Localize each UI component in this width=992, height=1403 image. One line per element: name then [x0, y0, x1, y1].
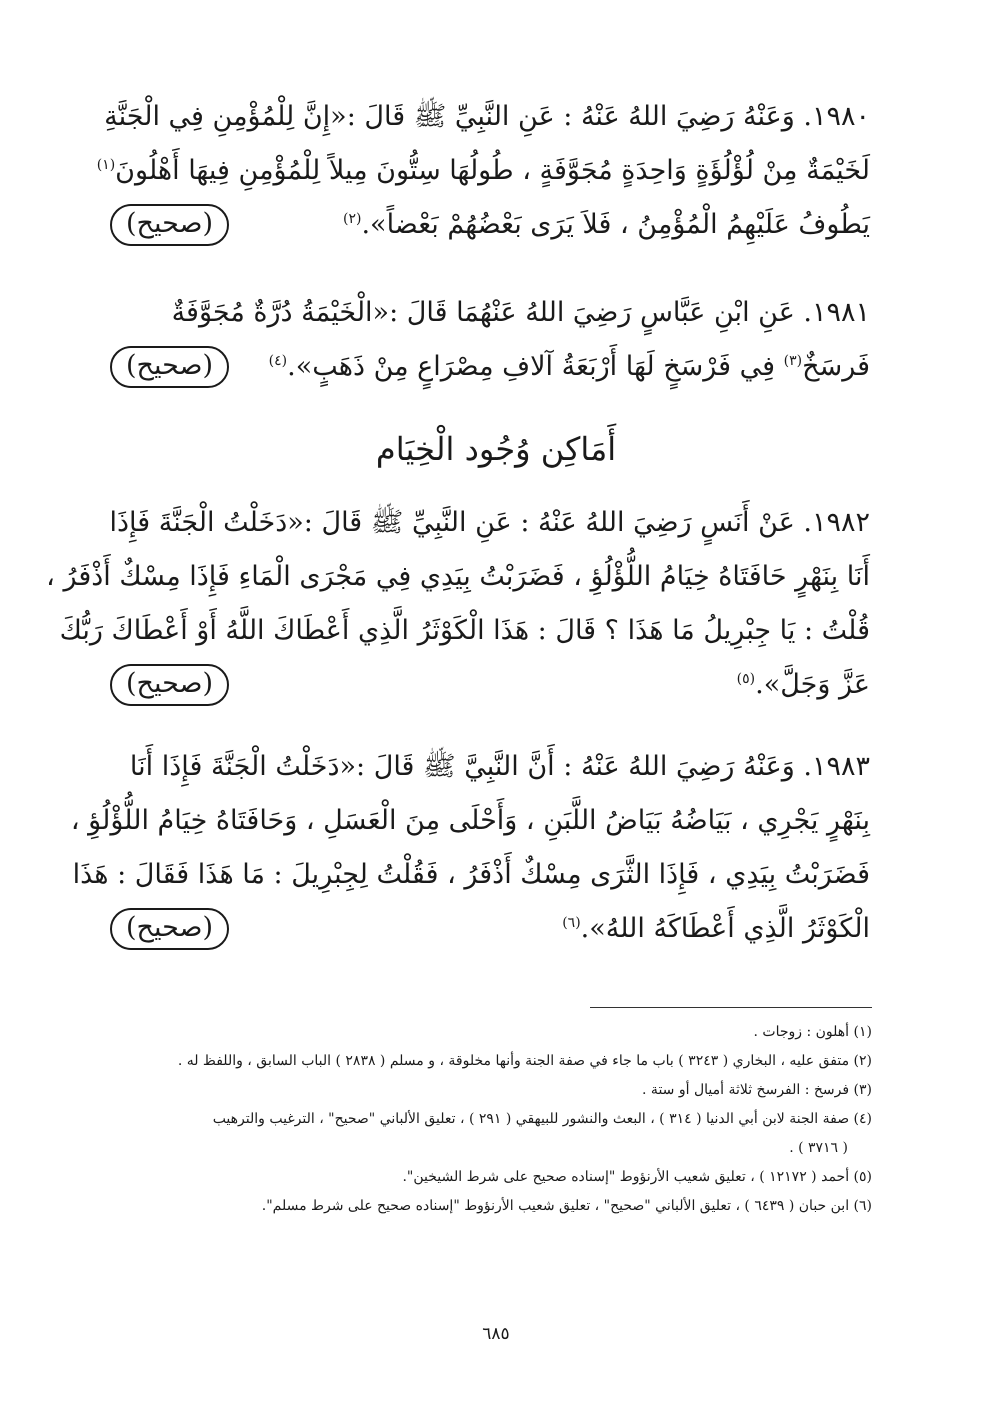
text-line: ١٩٨٣. وَعَنْهُ رَضِيَ اللهُ عَنْهُ : أَنَّ النَّبِيَّ ﷺ قَالَ :«دَخَلْتُ الْجَنَّةَ فَإِذَا أَنَا — [129, 751, 870, 782]
text-line: لَخَيْمَةٌ مِنْ لُؤْلُؤَةٍ وَاحِدَةٍ مُجَوَّفَةٍ ، طُولُهَا سِتُّونَ مِيلاً لِلْمُؤْمِنِ فِيهَا أَهْلُونَ$^{(١)}$ — [96, 155, 870, 186]
text-line: قُلْتُ : يَا جِبْرِيلُ مَا هَذَا ؟ قَالَ : هَذَا الْكَوْثَرُ الَّذِي أَعْطَاكَ اللَّهُ أَوْ أَعْطَاكَ رَبُّكَ — [59, 615, 870, 646]
page-number: ٦٨٥ — [482, 1324, 510, 1344]
footnote-ref[interactable]: (٤) — [268, 353, 288, 369]
text-line: ١٩٨١. عَنِ ابْنِ عَبَّاسٍ رَضِيَ اللهُ عَنْهُمَا قَالَ :«الْخَيْمَةُ دُرَّةٌ مُجَوَّفَةٌ — [171, 297, 870, 328]
grade-badge: (صحيح) — [110, 346, 229, 388]
grade-badge: (صحيح) — [110, 664, 229, 706]
hadith-1981 — [110, 286, 870, 394]
grade-badge: (صحيح) — [110, 908, 229, 950]
section-heading: أَمَاكِن وُجُود الْخِيَام — [375, 430, 617, 468]
text-line: يَطُوفُ عَلَيْهِمُ الْمُؤْمِنُ ، فَلاَ يَرَى بَعْضُهُمْ بَعْضاً».$^{(٢)}$ (صحيح) — [110, 198, 870, 252]
text-line: ١٩٨٠. وَعَنْهُ رَضِيَ اللهُ عَنْهُ : عَنِ النَّبِيِّ ﷺ قَالَ :«إِنَّ لِلْمُؤْمِنِ فِي الْجَنَّةِ — [104, 101, 870, 132]
text-line: عَزَّ وَجَلَّ».$^{(٥)}$ (صحيح) — [110, 658, 870, 712]
footnote-4-continued: ( ٣٧١٦ ) . — [789, 1140, 848, 1156]
footnote-ref[interactable]: (٢) — [343, 211, 362, 227]
footnote-separator — [590, 1007, 872, 1008]
footnote-6: (٦) ابن حبان ( ٦٤٣٩ ) ، تعليق الألباني "صحيح" ، تعليق شعيب الأرنؤوط "إسناده صحيح على شرط مسلم". — [261, 1198, 872, 1214]
footnote-ref[interactable]: (١) — [96, 157, 116, 173]
footnote-2: (٢) متفق عليه ، البخاري ( ٣٢٤٣ ) باب ما جاء في صفة الجنة وأنها مخلوقة ، و مسلم ( ٢٨٣٨ ) الباب السابق ، واللفظ له . — [177, 1053, 872, 1069]
footnote-ref[interactable]: (٥) — [736, 671, 756, 687]
footnote-5: (٥) أحمد ( ١٢١٧٢ ) ، تعليق شعيب الأرنؤوط "إسناده صحيح على شرط الشيخين". — [402, 1169, 872, 1185]
footnote-3: (٣) فرسخ : الفرسخ ثلاثة أميال أو ستة . — [642, 1082, 872, 1098]
hadith-1982 — [46, 496, 870, 712]
footnote-1: (١) أهلون : زوجات . — [753, 1024, 872, 1040]
footnotes — [110, 1018, 872, 1221]
footnote-ref[interactable]: (٦) — [562, 915, 581, 931]
grade-badge: (صحيح) — [110, 204, 229, 246]
text-line: بِنَهْرٍ يَجْرِي ، بَيَاضُهُ بَيَاضُ اللَّبَنِ ، وَأَحْلَى مِنَ الْعَسَلِ ، وَحَافَتَاهُ خِيَامُ اللُّؤْلُؤِ ، — [70, 805, 870, 836]
text-line: أَنَا بِنَهْرٍ حَافَتَاهُ خِيَامُ اللُّؤْلُؤِ ، فَضَرَبْتُ بِيَدِي فِي مَجْرَى الْمَاءِ فَإِذَا مِسْكٌ أَذْفَرُ ، — [46, 561, 870, 592]
hadith-1980 — [96, 90, 870, 252]
text-line: الْكَوْثَرُ الَّذِي أَعْطَاكَهُ اللهُ».$^{(٦)}$ (صحيح) — [110, 902, 870, 956]
text-line: ١٩٨٢. عَنْ أَنَسٍ رَضِيَ اللهُ عَنْهُ : عَنِ النَّبِيِّ ﷺ قَالَ :«دَخَلْتُ الْجَنَّةَ فَإِذَا — [109, 507, 870, 538]
footnote-4: (٤) صفة الجنة لابن أبي الدنيا ( ٣١٤ ) ، البعث والنشور للبيهقي ( ٢٩١ ) ، تعليق الألباني "صحيح" ، الترغيب والترهيب — [212, 1111, 872, 1127]
text-line: فَضَرَبْتُ بِيَدِي ، فَإِذَا الثَّرَى مِسْكٌ أَذْفَرُ ، فَقُلْتُ لِجِبْرِيلَ : مَا هَذَا فَقَالَ : هَذَا — [72, 859, 870, 890]
footnote-ref[interactable]: (٣) — [783, 353, 803, 369]
text-line: فَرسَخٌ$^{(٣)}$ فِي فَرْسَخٍ لَهَا أَرْبَعَةُ آلافِ مِصْرَاعٍ مِنْ ذَهَبٍ».$^{(٤)}$ (صحيح) — [110, 340, 870, 394]
hadith-1983 — [70, 740, 870, 956]
